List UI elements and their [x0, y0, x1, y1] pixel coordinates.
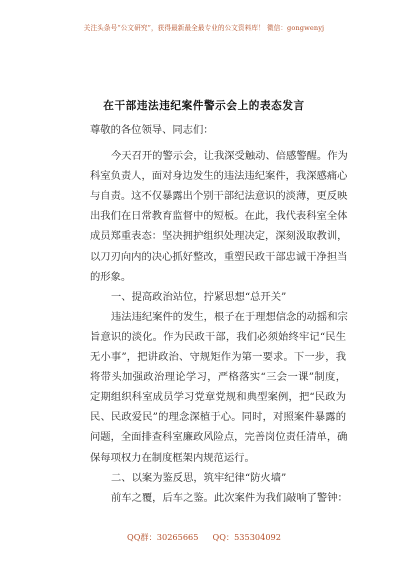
paragraph-line: 与自责。这不仅暴露出个别干部纪法意识的淡薄，更反映 [90, 190, 348, 203]
footer-qq-number: QQ：535304092 [212, 532, 281, 542]
footer-contact [0, 532, 408, 543]
footer-qq-group: QQ群：30265665 [127, 532, 199, 542]
paragraph-line: 将带头加强政治理论学习，严格落实“三会一课”制度， [90, 371, 346, 384]
paragraph-line: 无小事”，把讲政治、守规矩作为第一要求。下一步，我 [90, 351, 346, 364]
paragraph-line: 出我们在日常教育监督中的短板。在此，我代表科室全体 [90, 210, 348, 223]
paragraph-line: 违法违纪案件的发生，根子在于理想信念的动摇和宗 [111, 310, 348, 323]
paragraph-line: 以刀刃向内的决心抓好整改，重塑民政干部忠诚干净担当 [90, 250, 348, 263]
paragraph-line: 科室负责人，面对身边发生的违法违纪案件，我深感痛心 [90, 170, 348, 183]
salutation: 尊敬的各位领导、同志们： [90, 124, 214, 136]
paragraph-line: 民、民政爱民”的理念深植于心。同时，对照案件暴露的 [90, 411, 346, 424]
paragraph-line: 成员郑重表态：坚决拥护组织处理决定，深刻汲取教训， [90, 230, 348, 243]
paragraph-line: 问题，全面排查科室廉政风险点，完善岗位责任清单，确 [90, 431, 348, 444]
header-banner: 关注头条号“公文研究”，获得最新最全最专业的公文资料库！ 微信：gongwenyj [83, 24, 325, 32]
paragraph-line: 前车之覆，后车之鉴。此次案件为我们敲响了警钟： [111, 491, 348, 504]
section-heading: 二、以案为鉴反思，筑牢纪律“防火墙” [111, 471, 287, 484]
section-heading: 一、提高政治站位，拧紧思想“总开关” [111, 290, 287, 303]
document-title: 在干部违法违纪案件警示会上的表态发言 [103, 100, 305, 112]
paragraph-line: 旨意识的淡化。作为民政干部，我们必须始终牢记“民生 [90, 330, 346, 343]
paragraph-line: 保每项权力在制度框架内规范运行。 [90, 451, 255, 464]
paragraph-line: 的形象。 [90, 270, 132, 283]
paragraph-line: 今天召开的警示会，让我深受触动、倍感警醒。作为 [111, 150, 348, 163]
paragraph-line: 定期组织科室成员学习党章党规和典型案例，把“民政为 [90, 391, 346, 404]
document-body [90, 120, 346, 508]
